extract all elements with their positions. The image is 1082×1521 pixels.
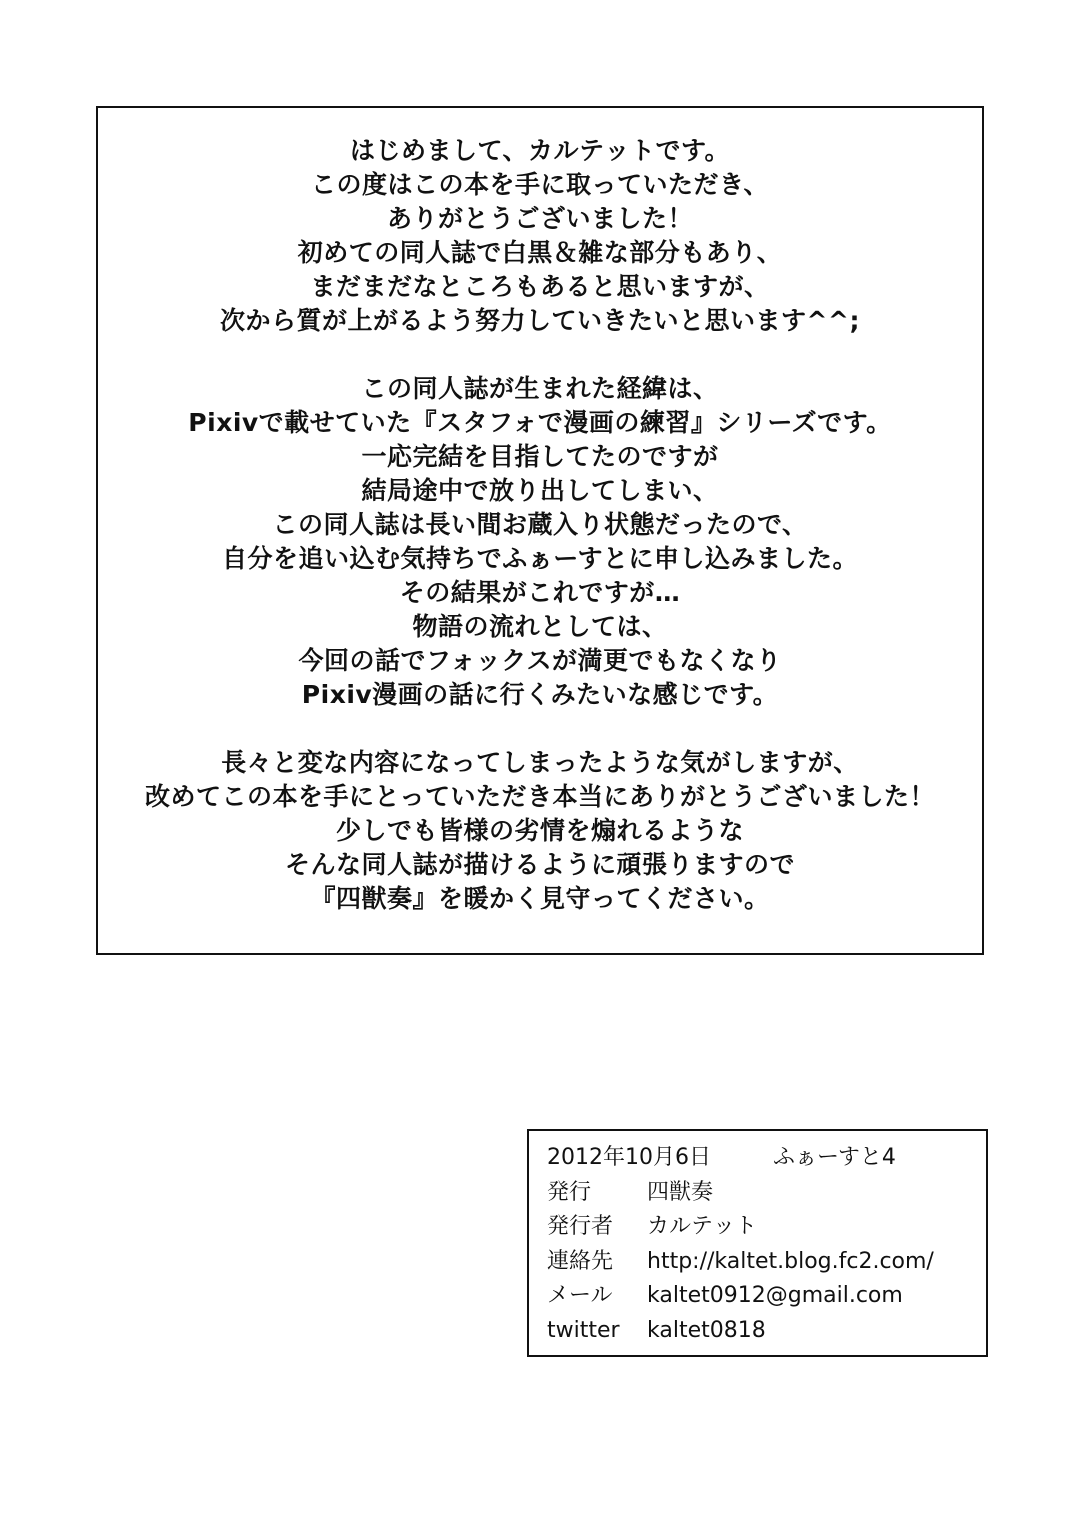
- row-label: twitter: [547, 1317, 620, 1343]
- row-label: 発行者: [547, 1214, 614, 1240]
- text-line: はじめまして、カルテットです。: [349, 136, 730, 165]
- text-line: この同人誌が生まれた経緯は、: [361, 374, 719, 403]
- colophon-row-twitter: [547, 1314, 986, 1349]
- email-address: kaltet0912@gmail.com: [647, 1283, 903, 1309]
- paragraph-spacer: [98, 338, 982, 372]
- row-label: 発行: [547, 1179, 592, 1205]
- text-line: Pixivで載せていた『スタフォで漫画の練習』シリーズです。: [188, 408, 892, 437]
- row-label: 連絡先: [547, 1248, 614, 1274]
- afterword-paragraph-greeting: [98, 134, 982, 338]
- afterword-paragraph-background: [98, 372, 982, 712]
- colophon-box: [527, 1129, 988, 1357]
- row-value: 四獣奏: [647, 1179, 714, 1205]
- row-label: メール: [547, 1283, 613, 1309]
- colophon-row-author: [547, 1210, 986, 1245]
- text-line: 改めてこの本を手にとっていただき本当にありがとうございました！: [144, 782, 935, 811]
- text-line: 次から質が上がるよう努力していきたいと思います^^;: [220, 306, 860, 335]
- colophon-row-publisher: [547, 1176, 986, 1211]
- text-line: 自分を追い込む気持ちでふぁーすとに申し込みました。: [221, 544, 858, 573]
- text-line: ありがとうございました！: [386, 204, 693, 233]
- twitter-handle: kaltet0818: [647, 1317, 766, 1343]
- publication-date: 2012年10月6日: [547, 1145, 711, 1170]
- text-line: 『四獣奏』を暖かく見守ってください。: [310, 884, 770, 913]
- contact-url: http://kaltet.blog.fc2.com/: [647, 1248, 934, 1274]
- row-value: カルテット: [647, 1214, 758, 1240]
- text-line: 物語の流れとしては、: [412, 612, 668, 641]
- text-line: その結果がこれですが…: [399, 578, 681, 607]
- text-line: まだまだなところもあると思いますが、: [310, 272, 770, 301]
- text-line: 今回の話でフォックスが満更でもなくなり: [298, 646, 782, 675]
- text-line: 結局途中で放り出してしまい、: [361, 476, 719, 505]
- paragraph-spacer: [98, 712, 982, 746]
- text-line: そんな同人誌が描けるように頑張りますので: [284, 850, 795, 879]
- text-line: Pixiv漫画の話に行くみたいな感じです。: [301, 680, 779, 709]
- colophon-row-email: [547, 1279, 986, 1314]
- text-line: 少しでも皆様の劣情を煽れるような: [335, 816, 744, 845]
- text-line: 長々と変な内容になってしまったような気がしますが、: [221, 748, 859, 777]
- text-line: この度はこの本を手に取っていただき、: [310, 170, 769, 199]
- afterword-paragraph-closing: [98, 746, 982, 916]
- text-line: この同人誌は長い間お蔵入り状態だったので、: [272, 510, 808, 539]
- text-line: 一応完結を目指してたのですが: [361, 442, 719, 471]
- colophon-row-date: [547, 1141, 986, 1176]
- text-line: 初めての同人誌で白黒＆雑な部分もあり、: [297, 238, 783, 267]
- event-name: ふぁーすと4: [773, 1145, 896, 1170]
- colophon-row-contact: [547, 1245, 986, 1280]
- afterword-box: [96, 106, 984, 955]
